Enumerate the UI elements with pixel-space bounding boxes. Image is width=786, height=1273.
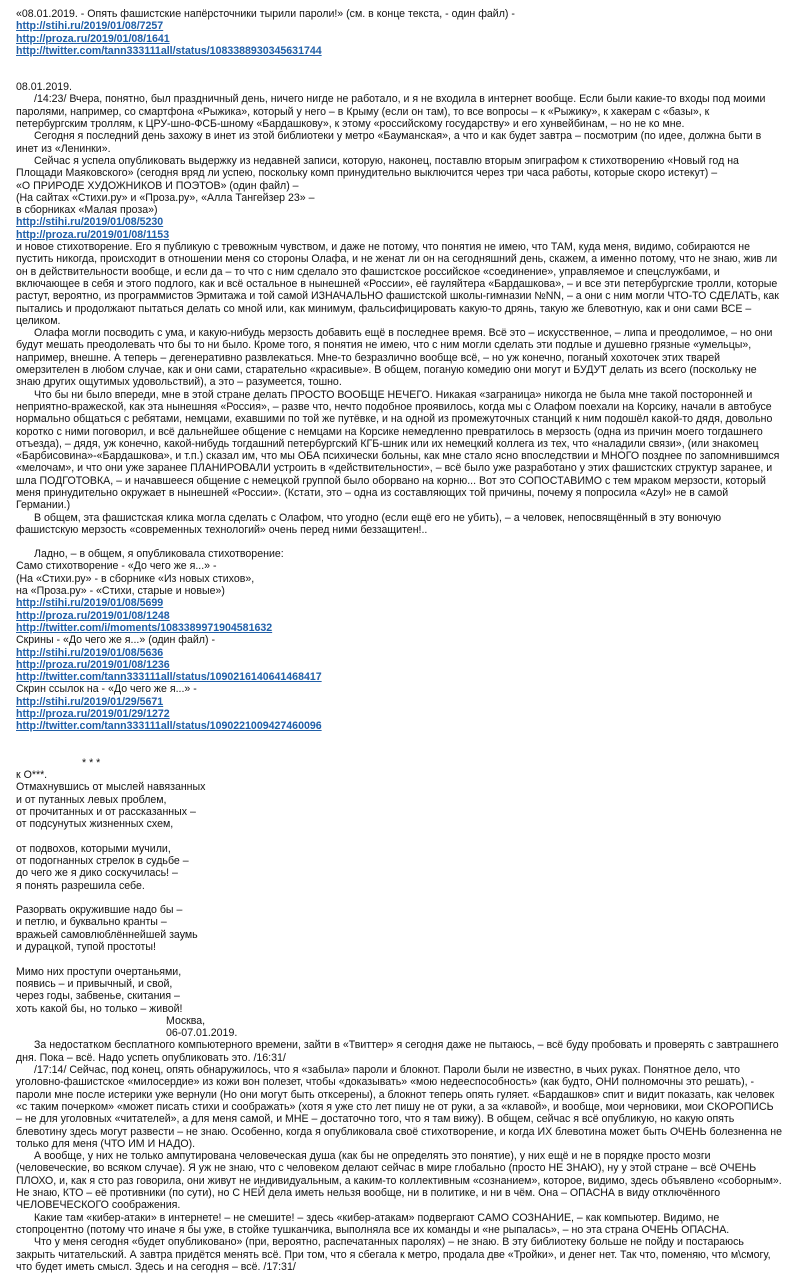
- poem-line: и от путанных левых проблем,: [16, 793, 167, 806]
- screens-link-stihi[interactable]: http://stihi.ru/2019/01/08/5636: [16, 646, 164, 659]
- paragraph-4: и новое стихотворение. Его я публикую с тревожным чувством, и даже не потому, что понятия не имею, что ТАМ, куда меня, видимо, собираются не пустить никогда, происходит в отношении меня со стороны Олафа, и не женат ли он на сегодняшний день, скажем, а именно потому, что не знаю, жив ли он в действительности вообще, и если да – то что с ним сделало это фашистское российское «соединение», управляемое и спецслужбами, и включающее в себя и этого подлого, как и всё остальное в нынешней «России», её гауляйтера «Бардашкова», – и все эти петербургские тролли, которые растут, вероятно, из программистов Эрмитажа и той самой ИЗНАЧАЛЬНО фашистской школы-гимназии №NN, – а они с ним могли ЧТО-ТО СДЕЛАТЬ, как пытались и продолжают пытаться делать со мной или, как минимум, фальсифицировать какую-то дрянь, такую же блевотную, как и они сами ВСЕ – целиком.: [16, 241, 779, 327]
- essay-title: «О ПРИРОДЕ ХУДОЖНИКОВ И ПОЭТОВ» (один файл) –: [16, 179, 299, 192]
- poem-line: от подвохов, которыми мучили,: [16, 842, 171, 855]
- paragraph-11: А вообще, у них не только ампутирована человеческая душа (как бы не определять это понятие), у них ещё и не в порядке просто мозги (человеческие, во всяком случае). Я уж не знаю, что с человеком делают сейчас в мире глобально (просто НЕ ЗНАЮ), ну у этой стране – всё ОЧЕНЬ ПЛОХО, и, как я сто раз говорила, они живут не индивидуальным, а каким-то коллективным «сознанием», которое, видимо, здесь объявлено «соборным». Не знаю, КТО – её противники (по сути), но С НЕЙ дела иметь нельзя вообще, ни в политике, и ни в чём. Она – ОПАСНА в виду отключённого ЧЕЛОВЕЧЕСКОГО соображения.: [16, 1150, 782, 1212]
- signature-date: 06-07.01.2019.: [166, 1027, 238, 1040]
- paragraph-13: Что у меня сегодня «будет опубликовано» (при, вероятно, распечатанных паролях) – не знаю. В эту библиотеку больше не пойду и постараюсь закрыть читательский. А завтра придётся менять всё. При том, что я сбегала к метро, продала две «Тройки», и денег нет. Так что, поменяю, что м\смогу, что будет иметь смысл. Здесь и на сегодня – всё. /17:31/: [16, 1236, 771, 1273]
- poem-line: [16, 892, 782, 904]
- poem-link-proza[interactable]: http://proza.ru/2019/01/08/1248: [16, 609, 170, 622]
- screens-link-proza[interactable]: http://proza.ru/2019/01/08/1236: [16, 658, 170, 671]
- intro-link-proza[interactable]: http://proza.ru/2019/01/08/1641: [16, 32, 170, 45]
- paragraph-1: /14:23/ Вчера, понятно, был праздничный день, ничего нигде не работало, и я не входила в интернет вообще. Если были какие-то входы под моими паролями, например, со смартфона «Рыжика», который у него – в Крыму (если он там), то все вопросы – к «Рыжику», к хакерам с «базы», к петербургским троллям, к ЦРУ-шно-ФСБ-шному «Бардашкову», к этому «российскому государству» и его хунвейбинам, – но не ко мне.: [16, 93, 766, 131]
- screens2-link-twitter[interactable]: http://twitter.com/tann333111all/status/1090221009427460096: [16, 720, 322, 733]
- poem-title-line: Само стихотворение - «До чего же я...» -: [16, 560, 217, 573]
- paragraph-12: Какие там «кибер-атаки» в интернете! – не смешите! – здесь «кибер-атакам» подвергают САМО СОЗНАНИЕ, – как компьютер. Видимо, не стопроцентно (потому что иначе я бы уже, в стойке тушканчика, выполняла все их команды и «не рыпалась», – но эта страна ОЧЕНЬ ОПАСНА.: [16, 1211, 730, 1236]
- paragraph-9: За недостатком бесплатного компьютерного времени, зайти в «Твиттер» я сегодня даже не пытаюсь, – всё буду пробовать и проверять с завтрашнего дня. Пока – всё. Надо успеть опубликовать это. /16:31/: [16, 1039, 779, 1064]
- entry-date: 08.01.2019.: [16, 81, 72, 94]
- screens-link-twitter[interactable]: http://twitter.com/tann333111all/status/1090216140641468417: [16, 671, 322, 684]
- essay-link-proza[interactable]: http://proza.ru/2019/01/08/1153: [16, 228, 170, 241]
- poem-link-twitter[interactable]: http://twitter.com/i/moments/1083389971904581632: [16, 621, 273, 634]
- screens2-line: Скрин ссылок на - «До чего же я...» -: [16, 683, 197, 696]
- intro-link-twitter[interactable]: http://twitter.com/tann333111all/status/1083388930345631744: [16, 44, 322, 57]
- essay-link-stihi[interactable]: http://stihi.ru/2019/01/08/5230: [16, 216, 164, 229]
- poem-line: [16, 953, 782, 965]
- paragraph-6: Что бы ни было впереди, мне в этой стране делать ПРОСТО ВООБЩЕ НЕЧЕГО. Никакая «заграница» никогда не была мне такой посторонней и неприятно-вражеской, как эта нынешняя «Россия», – разве что, нечто подобное проявилось, когда мы с Олафом поехали на Корсику, начали в автобусе нормально общаться с ребятами, немцами, ехавшими по той же путёвке, и на одной из промежуточных станций к ним подошёл какой-то дядя, довольно коротко с ними поговорил, и всё дальнейшее общение с немцами на Корсике немедленно превратилось в мерзость (одна из причин моего тогдашнего отъезда), – дядя, уж конечно, какой-нибудь тогдашний петербургский КГБ-шник или их немецкий коллега из тех, что «наладили связи», (или знакомец «Барбисовина»-«Бардашкова», и т.п.) сказал им, что мы ОБА психически больны, как мне стало ясно впоследствии и МНОГО позднее по запомнившимся «мелочам», и что они уже заранее ПЛАНИРОВАЛИ устроить в «действительности», – всё было уже разработано у этих фашистских структур заранее, и шла ПОДГОТОВКА, – и начавшееся общение с немецкой группой было оборвано на корню... Вот это СОПОСТАВИМО с тем мраком мерзости, который меня принудительно окружает в нынешней «России». (Кстати, это – одна из составляющих той причины, почему я попросила «Azyl» не в самой Германии.): [16, 388, 780, 512]
- poem-collection: на «Проза.ру» - «Стихи, старые и новые»): [16, 585, 225, 598]
- screens2-link-proza[interactable]: http://proza.ru/2019/01/29/1272: [16, 708, 170, 721]
- intro-link-stihi[interactable]: http://stihi.ru/2019/01/08/7257: [16, 20, 164, 33]
- poem-line: и дурацкой, тупой простоты!: [16, 941, 156, 954]
- paragraph-3: Сейчас я успела опубликовать выдержку из недавней записи, которую, наконец, поставлю вторым эпиграфом к стихотворению «Новый год на Площади Маяковского» (сегодня вряд ли успею, поскольку комп принудительно выключится через три часа работы, которые скоро истекут) –: [16, 154, 739, 180]
- essay-collection: в сборниках «Малая проза»): [16, 204, 158, 217]
- poem-separator: * * *: [82, 756, 101, 769]
- poem-line: к О***.: [16, 768, 48, 781]
- poem-line: и петлю, и буквально кранты –: [16, 916, 167, 929]
- paragraph-8: Ладно, – в общем, я опубликовала стихотворение:: [34, 548, 284, 561]
- paragraph-10: /17:14/ Сейчас, под конец, опять обнаружилось, что я «забыла» пароли и блокнот. Пароли были не известно, в чьих руках. Понятное дело, что уголовно-фашистское «милосердие» из кожи вон полезет, чтобы «доказывать» «мою недееспособность» (как будто, ОНИ полномочны это решать), - пароли мне после истерики уже вернули (Но они могут быть отксерены), а блокнот теперь опять гуляет. «Бардашков» спит и видит показать, как человек «с таким почерком» «может писать стихи и соображать» (хотя я уже сто лет пишу не от руки, а за «клавой», и вообще, мои черновики, мои СКОРОПИСЬ – не для уголовных «читателей», а для меня самой, и МНЕ – достаточно того, что я там вижу). В общем, сейчас я всё опубликую, но какую опять блевотину здесь могут развести – не знаю. Особенно, когда я опубликовала своё стихотворение, и когда ИХ блевотина может быть ОЧЕНЬ болезненна не только для меня (ЧТО ИМ И НАДО).: [16, 1064, 782, 1150]
- poem-line: вражьей самовлюблённейшей заумь: [16, 928, 198, 941]
- paragraph-7: В общем, эта фашистская клика могла сделать с Олафом, что угодно (если ещё его не убить), – а человек, непосвящённый в эту вонючую фашистскую мерзость «современных технологий» очень перед ними беззащитен!..: [16, 511, 722, 536]
- screens2-link-stihi[interactable]: http://stihi.ru/2019/01/29/5671: [16, 695, 164, 708]
- signature-city: Москва,: [166, 1014, 206, 1027]
- poem-line: от подогнанных стрелок в судьбе –: [16, 855, 189, 867]
- poem-sites: (На «Стихи.ру» - в сборнике «Из новых стихов»,: [16, 572, 255, 585]
- paragraph-2: Сегодня я последний день захожу в инет из этой библиотеки у метро «Бауманская», а что и как будет завтра – посмотрим (по идее, должна быти в инет из «Ленинки».: [16, 130, 762, 155]
- essay-sites: (На сайтах «Стихи.ру» и «Проза.ру», «Алла Тангейзер 23» –: [16, 191, 315, 204]
- spacer: [16, 733, 782, 757]
- poem-link-stihi[interactable]: http://stihi.ru/2019/01/08/5699: [16, 597, 164, 610]
- poem-line: [16, 830, 782, 842]
- poem-line: Отмахнувшись от мыслей навязанных: [16, 781, 206, 794]
- poem-body: [16, 769, 782, 1015]
- spacer: [16, 57, 782, 81]
- poem-line: до чего же я дико соскучилась! –: [16, 867, 178, 880]
- poem-line: я понять разрешила себе.: [16, 879, 145, 892]
- poem-line: появись – и привычный, и свой,: [16, 977, 173, 990]
- poem-line: от прочитанных и от рассказанных –: [16, 805, 196, 818]
- poem-line: Мимо них проступи очертаньями,: [16, 965, 182, 978]
- poem-line: через годы, забвенье, скитания –: [16, 990, 180, 1003]
- paragraph-5: Олафа могли посводить с ума, и какую-нибудь мерзость добавить ещё в последнее время. Всё это – искусственное, – липа и преодолимое, – но они будут мешать преодолевать что бы то ни было. Кроме того, я понятия не имею, что с ним могли сделать эти подлые и душевно грязные «умельцы», например, внешне. А теперь – дегенеративно развлекаться. Мне-то безразлично вообще всё, – но уж конечно, поганый хохоточек этих тварей омерзителен в любом случае, как и они сами, старательно «красивые». В общем, поганую комедию они могут и БУДУТ делать из всего (поскольку не знаю других ощутимых удовольствий), а это – разумеется, тошно.: [16, 327, 773, 389]
- spacer: [16, 536, 782, 548]
- intro-line: «08.01.2019. - Опять фашистские напёрсточники тырили пароли!» (см. в конце текста, - один файл) -: [16, 8, 515, 20]
- poem-line: хоть какой бы, но только – живой!: [16, 1002, 183, 1015]
- poem-line: Разорвать окружившие надо бы –: [16, 904, 183, 917]
- screens-line: Скрины - «До чего же я...» (один файл) -: [16, 634, 215, 647]
- poem-line: от подсунутых жизненных схем,: [16, 818, 174, 831]
